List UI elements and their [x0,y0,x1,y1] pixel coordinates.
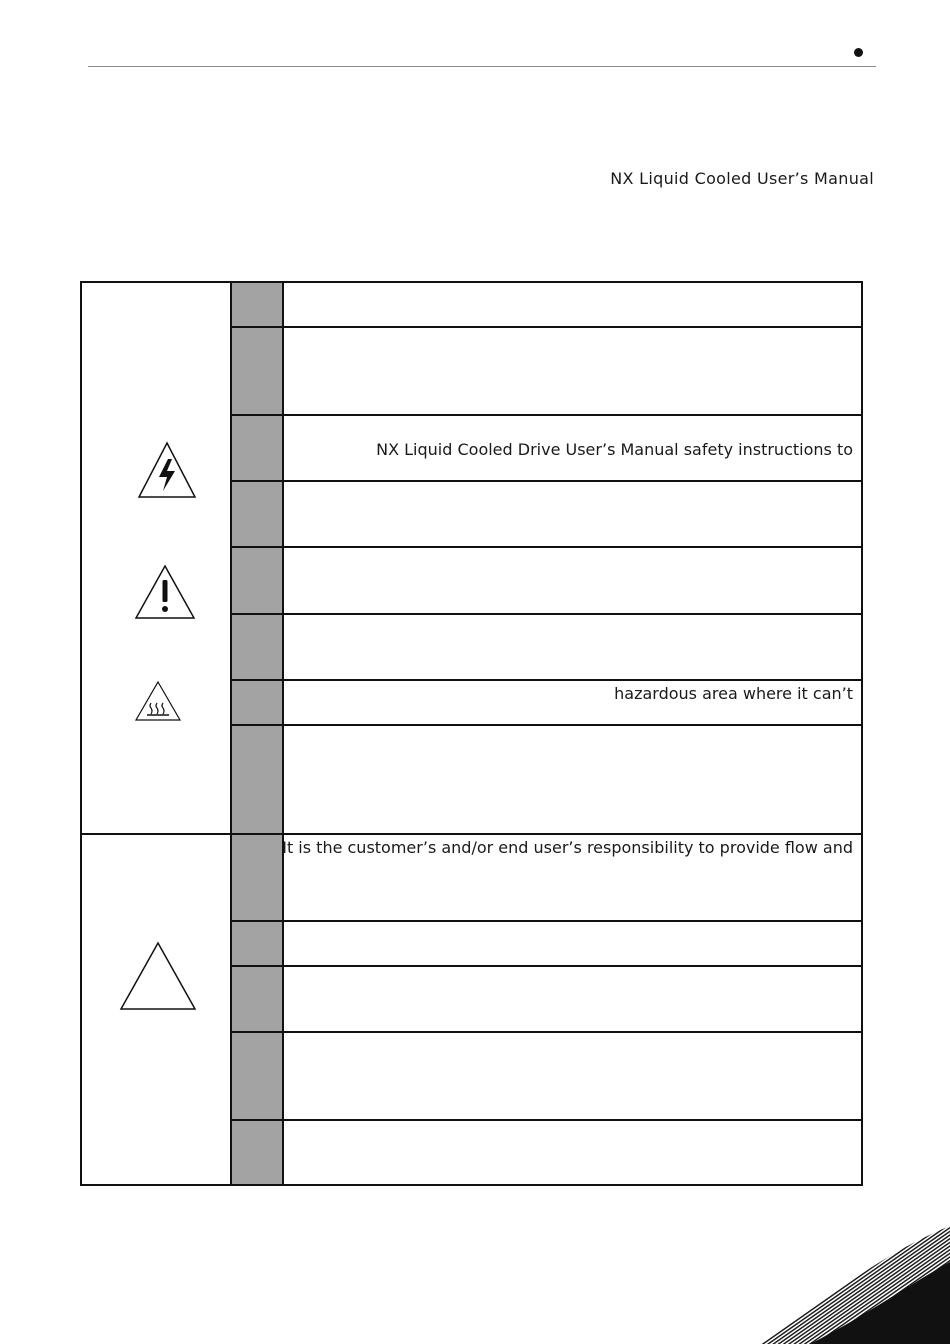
corner-swoosh-decoration [750,1224,950,1344]
header-bullet [854,48,863,57]
row-text-3: NX Liquid Cooled Drive User’s Manual safety instructions to [376,440,853,459]
header-divider [88,66,876,67]
row-divider [232,1119,861,1121]
high-voltage-icon [137,441,197,499]
row-divider [232,965,861,967]
section-divider [82,833,232,835]
row-divider [232,546,861,548]
row-divider [232,414,861,416]
row-divider [232,724,861,726]
warning-icon [134,564,196,620]
column-divider-left [230,283,232,1184]
column-divider-right [282,283,284,1184]
row-divider [232,326,861,328]
row-divider [232,613,861,615]
row-text-9: It is the customer’s and/or end user’s responsibility to provide flow and [282,838,853,857]
manual-title: NX Liquid Cooled User’s Manual [610,169,874,188]
caution-triangle-icon [119,941,197,1011]
row-divider [232,833,861,835]
hot-surface-icon [134,680,182,722]
row-divider [232,480,861,482]
row-divider [232,920,861,922]
row-text-7: hazardous area where it can’t [614,684,853,703]
safety-table [80,281,863,1186]
row-marker-column [232,283,284,1184]
row-divider [232,679,861,681]
row-divider [232,1031,861,1033]
